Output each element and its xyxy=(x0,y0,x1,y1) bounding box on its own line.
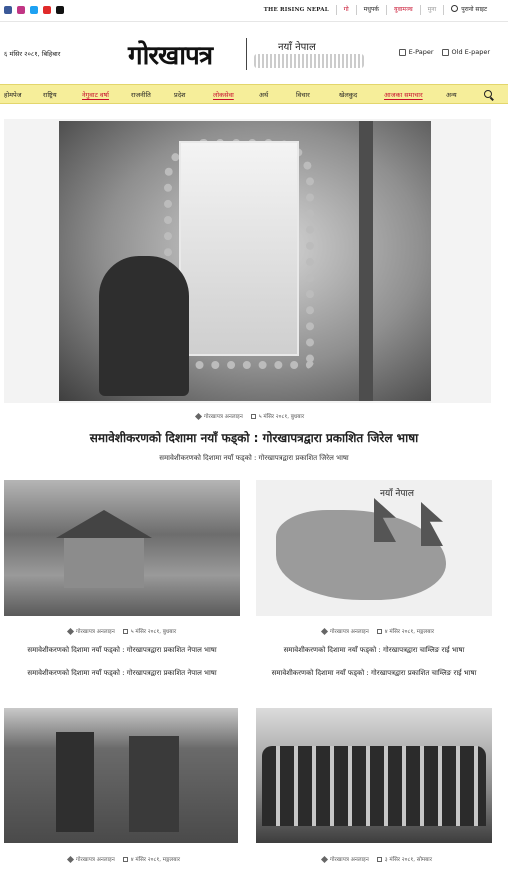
masthead xyxy=(0,22,508,84)
calendar-icon xyxy=(123,857,128,862)
nav-economy[interactable]: अर्थ xyxy=(259,91,269,99)
nav-politics[interactable]: राजनीति xyxy=(131,91,151,99)
card-meta xyxy=(68,627,176,635)
doorway xyxy=(56,732,94,832)
calendar-icon xyxy=(251,414,256,419)
author-tag-icon xyxy=(321,627,328,634)
yuvamanch-link[interactable]: युवामञ्च xyxy=(386,5,420,15)
old-site-label: पुरानो साइट xyxy=(461,6,487,13)
calendar-icon xyxy=(377,629,382,634)
facebook-icon[interactable] xyxy=(4,6,12,14)
card-image-temple[interactable] xyxy=(4,480,240,616)
card-image-group-photo[interactable] xyxy=(256,708,492,843)
author-tag-icon xyxy=(321,855,328,862)
naya-nepal-text: नयाँ नेपाल xyxy=(278,42,316,53)
newspaper-icon xyxy=(442,49,449,56)
old-epaper-label: Old E-paper xyxy=(451,48,490,56)
tree-trunk xyxy=(359,121,373,401)
card-summary: समावेशीकरणको दिशामा नयाँ फड्को : गोरखापत्रद्वारा प्रकाशित चाम्लिङ राई भाषा xyxy=(271,669,477,677)
social-links xyxy=(4,6,64,14)
gorkhapatra-small-logo-link[interactable]: गो xyxy=(336,5,356,15)
nepal-flag-icon xyxy=(421,502,443,546)
card-image-map[interactable] xyxy=(256,480,492,616)
nav-opinion[interactable]: विचार xyxy=(296,91,310,99)
card-image-hut[interactable] xyxy=(4,708,238,843)
calendar-icon xyxy=(377,857,382,862)
temple-roof xyxy=(44,510,164,538)
madhuparka-link[interactable]: मधुपर्क xyxy=(356,5,386,15)
calendar-icon xyxy=(123,629,128,634)
crowd-illustration xyxy=(254,54,364,68)
card-headline[interactable]: समावेशीकरणको दिशामा नयाँ फड्को : गोरखापत्रद्वारा चाम्लिङ राई भाषा xyxy=(283,646,465,654)
epaper-link[interactable] xyxy=(399,48,434,56)
nav-home[interactable]: होमपेज xyxy=(4,91,22,99)
logo-divider xyxy=(246,38,247,70)
hero-headline[interactable]: समावेशीकरणको दिशामा नयाँ फड्को : गोरखापत्रद्वारा प्रकाशित जिरेल भाषा xyxy=(89,431,419,445)
temple-body xyxy=(64,538,144,588)
search-icon[interactable] xyxy=(484,90,492,98)
seated-person xyxy=(99,256,189,396)
nav-province[interactable]: प्रदेश xyxy=(174,91,186,99)
card-meta xyxy=(322,627,434,635)
muna-link[interactable]: मुना xyxy=(420,5,443,15)
card-author[interactable]: गोरखापत्र अनलाइन xyxy=(330,629,369,635)
hero-summary: समावेशीकरणको दिशामा नयाँ फड्को : गोरखापत्रद्वारा प्रकाशित जिरेल भाषा xyxy=(159,454,349,462)
epaper-links xyxy=(399,48,490,56)
naya-nepal-badge[interactable] xyxy=(254,36,364,72)
top-utility-bar xyxy=(0,0,508,22)
hero-meta xyxy=(196,412,304,420)
nav-others[interactable]: अन्य xyxy=(446,91,457,99)
card-date: ४ मंसिर २०८१, मङ्गलबार xyxy=(384,629,435,635)
card-meta xyxy=(322,855,432,863)
tiktok-icon[interactable] xyxy=(56,6,64,14)
card-date: ३ मंसिर २०८१, सोमबार xyxy=(384,857,432,863)
author-tag-icon xyxy=(195,412,202,419)
partner-links xyxy=(257,5,494,15)
youtube-icon[interactable] xyxy=(43,6,51,14)
globe-icon xyxy=(451,5,458,12)
hero-date: ५ मंसिर २०८१, बुधबार xyxy=(258,414,305,420)
card-date: ४ मंसिर २०८१, मङ्गलबार xyxy=(130,857,181,863)
old-site-link[interactable] xyxy=(443,5,494,15)
current-date: ६ मंसिर २०८१, बिहिबार xyxy=(4,50,61,58)
old-epaper-link[interactable] xyxy=(442,48,490,56)
card-summary: समावेशीकरणको दिशामा नयाँ फड्को : गोरखापत्रद्वारा प्रकाशित नेपाल भाषा xyxy=(27,669,217,677)
rising-nepal-link[interactable]: THE RISING NEPAL xyxy=(263,7,329,13)
main-navigation xyxy=(0,84,508,104)
nav-sports[interactable]: खेलकुद xyxy=(339,91,358,99)
hero-image[interactable] xyxy=(59,121,431,401)
nepal-map-shape xyxy=(276,510,446,600)
card-headline[interactable]: समावेशीकरणको दिशामा नयाँ फड्को : गोरखापत्रद्वारा प्रकाशित नेपाल भाषा xyxy=(27,646,217,654)
author-tag-icon xyxy=(67,627,74,634)
author-tag-icon xyxy=(67,855,74,862)
card-date: ५ मंसिर २०८१, बुधबार xyxy=(130,629,177,635)
nav-todays-news[interactable]: आजका समाचार xyxy=(384,91,423,99)
card-author[interactable]: गोरखापत्र अनलाइन xyxy=(76,857,115,863)
memorial-monument xyxy=(179,141,299,356)
card-author[interactable]: गोरखापत्र अनलाइन xyxy=(330,857,369,863)
card-meta xyxy=(68,855,180,863)
people-row xyxy=(262,746,486,826)
epaper-label: E-Paper xyxy=(408,48,434,56)
twitter-icon[interactable] xyxy=(30,6,38,14)
doorway xyxy=(129,736,179,832)
site-logo[interactable]: गोरखापत्र xyxy=(128,41,213,71)
instagram-icon[interactable] xyxy=(17,6,25,14)
nav-national[interactable]: राष्ट्रिय xyxy=(43,91,57,99)
map-banner-text: नयाँ नेपाल xyxy=(380,489,414,499)
newspaper-icon xyxy=(399,49,406,56)
card-author[interactable]: गोरखापत्र अनलाइन xyxy=(76,629,115,635)
nav-featured[interactable]: नेगुवाट वर्षा xyxy=(82,91,109,99)
hero-author[interactable]: गोरखापत्र अनलाइन xyxy=(204,414,243,420)
nav-loksewa[interactable]: लोकसेवा xyxy=(213,91,234,99)
